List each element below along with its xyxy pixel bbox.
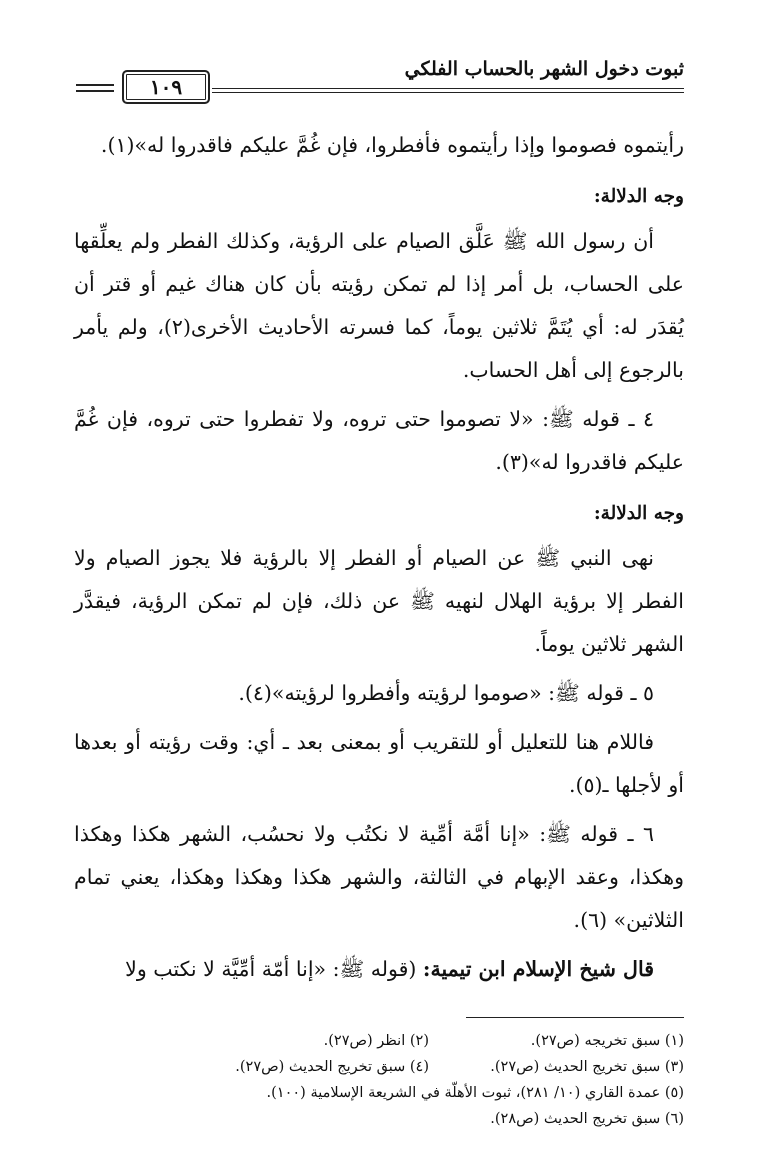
- footnote: (٥) عمدة القاري (١٠/ ٢٨١)، ثبوت الأهلّة في الشريعة الإسلامية (١٠٠).: [266, 1085, 684, 1101]
- footnote: (٢) انظر (ص٢٧).: [323, 1033, 429, 1049]
- footnote: (٦) سبق تخريج الحديث (ص٢٨).: [490, 1111, 684, 1127]
- running-title: ثبوت دخول الشهر بالحساب الفلكي: [404, 58, 684, 80]
- header-rule: [212, 92, 684, 93]
- paragraph: ٤ ـ قوله ﷺ: «لا تصوموا حتى تروه، ولا تفطروا حتى تروه، فإن غُمَّ عليكم فاقدروا له»(٣).: [74, 407, 684, 474]
- paragraph: أن رسول الله ﷺ عَلَّق الصيام على الرؤية، وكذلك الفطر ولم يعلِّقها على الحساب، بل أمر إذا لم تمكن رؤيته بأن كان هناك غيم أو قتر أن يُقدَر له: أي يُتَمَّ ثلاثين يوماً، كما فسرته الأحاديث الأخرى(٢)، ولم يأمر بالرجوع إلى أهل الحساب.: [74, 229, 684, 382]
- paragraph: رأيتموه فصوموا وإذا رأيتموه فأفطروا، فإن غُمَّ عليكم فاقدروا له»(١).: [100, 133, 684, 157]
- footnote-row: [74, 1054, 684, 1080]
- paragraph: فاللام هنا للتعليل أو للتقريب أو بمعنى بعد ـ أي: وقت رؤيته أو بعدها أو لأجلها ـ(٥).: [74, 730, 684, 797]
- footnote: (١) سبق تخريجه (ص٢٧).: [530, 1033, 684, 1049]
- footnote: (٤) سبق تخريج الحديث (ص٢٧).: [235, 1059, 429, 1075]
- footnote-row: [74, 1028, 684, 1054]
- paragraph: نهى النبي ﷺ عن الصيام أو الفطر إلا بالرؤية فلا يجوز الصيام ولا الفطر إلا برؤية الهلال لنهيه ﷺ عن ذلك، فإن لم تمكن الرؤية، فيقدَّر الشهر ثلاثين يوماً.: [74, 546, 684, 656]
- body-text: [74, 124, 684, 991]
- footnote: (٣) سبق تخريج الحديث (ص٢٧).: [490, 1059, 684, 1075]
- footnote-separator: [466, 1017, 684, 1018]
- page-header: [74, 52, 684, 106]
- book-page: [74, 52, 684, 1132]
- page-number: ١٠٩: [122, 70, 210, 104]
- decorative-lines: [76, 84, 114, 96]
- quote-attribution: قال شيخ الإسلام ابن تيمية:: [422, 957, 654, 981]
- section-heading: وجه الدلالة:: [593, 503, 684, 524]
- footnote-row: [74, 1106, 684, 1132]
- footnote-row: [74, 1080, 684, 1106]
- paragraph: ٦ ـ قوله ﷺ: «إنا أمَّة أمِّية لا نكتُب ولا نحسُب، الشهر هكذا وهكذا وهكذا، وعقد الإبهام في الثالثة، والشهر هكذا وهكذا وهكذا، يعني تمام الثلاثين» (٦).: [74, 822, 684, 932]
- paragraph: ٥ ـ قوله ﷺ: «صوموا لرؤيته وأفطروا لرؤيته»(٤).: [238, 681, 654, 705]
- paragraph: [74, 948, 684, 991]
- section-heading: وجه الدلالة:: [593, 186, 684, 207]
- footnotes: [74, 1028, 684, 1132]
- paragraph-text: (قوله ﷺ: «إنا أمّة أمِّيَّة لا نكتب ولا: [125, 957, 423, 981]
- header-rule: [212, 88, 684, 89]
